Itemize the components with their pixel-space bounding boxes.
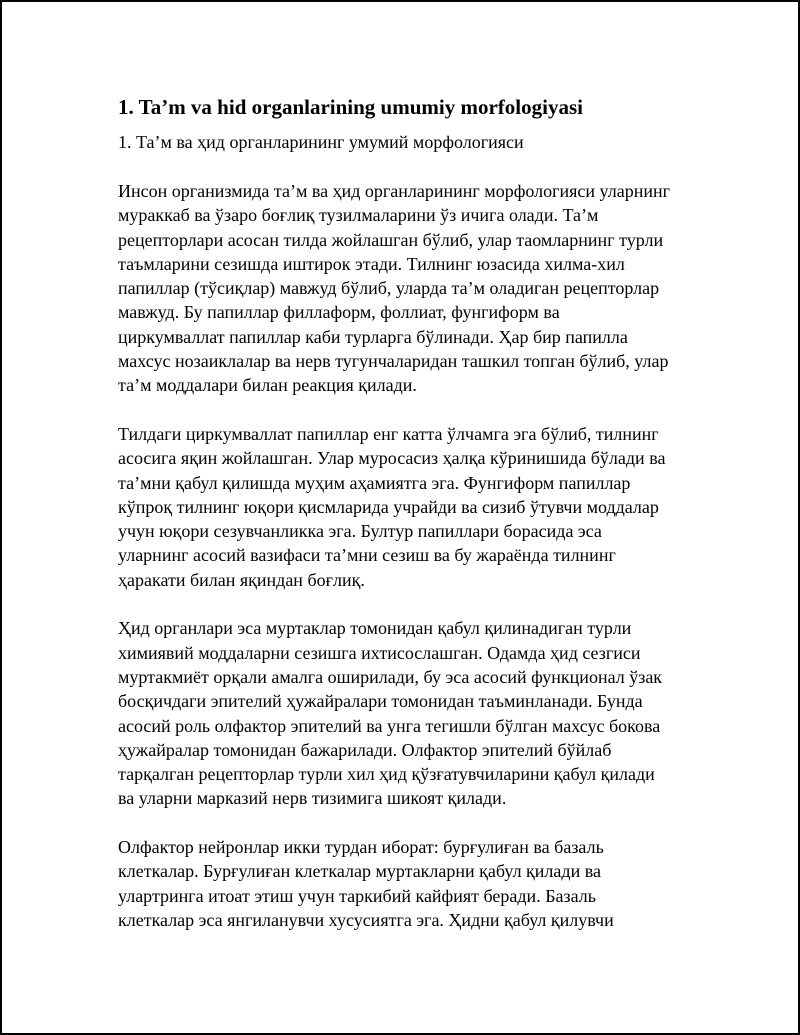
- text-line: асосий роль олфактор эпителий ва унга тегишли бўлган махсус бокова: [118, 715, 661, 736]
- text-line: клеткалар. Бурғулиған клеткалар муртакларни қабул қилади ва: [118, 861, 601, 882]
- text-line: ҳужайралар томонидан бажарилади. Олфактор эпителий бўйлаб: [118, 739, 612, 760]
- text-line: босқичдаги эпителий ҳужайралари томонидан таъминланади. Бунда: [118, 691, 643, 712]
- text-line: улартринга итоат этиш учун таркибий кайфият беради. Базаль: [118, 885, 596, 906]
- text-line: таъмларини сезишда иштирок этади. Тилнинг юзасида хилма-хил: [118, 253, 625, 274]
- text-line: ҳаракати билан яқиндан боғлиқ.: [118, 569, 365, 590]
- text-line: химиявий моддаларни сезишга ихтисослашган. Одамда ҳид сезгиси: [118, 642, 641, 663]
- paragraph-1: [118, 179, 698, 398]
- document-body: [118, 93, 698, 932]
- text-line: ва уларни марказий нерв тизимига шикоят қилади.: [118, 788, 507, 809]
- text-line: Ҳид органлари эса муртаклар томонидан қабул қилинадиган турли: [118, 618, 632, 639]
- text-line: клеткалар эса янгиланувчи хусусиятга эга. Ҳидни қабул қилувчи: [118, 909, 614, 930]
- text-line: мураккаб ва ўзаро боғлиқ тузилмаларини ўз ичига олади. Таʼм: [118, 205, 599, 226]
- text-line: мавжуд. Бу папиллар филлаформ, фоллиат, фунгиформ ва: [118, 302, 560, 323]
- text-line: папиллар (тўсиқлар) мавжуд бўлиб, уларда таʼм оладиган рецепторлар: [118, 278, 660, 299]
- text-line: махсус нозаиклалар ва нерв тугунчаларидан ташкил топган бўлиб, улар: [118, 351, 669, 372]
- document-title: 1. Ta’m va hid organlarining umumiy morfologiyasi: [118, 95, 583, 119]
- text-line: уларнинг асосий вазифаси таʼмни сезиш ва бу жараёнда тилнинг: [118, 545, 616, 566]
- text-line: Олфактор нейронлар икки турдан иборат: бурғулиған ва базаль: [118, 837, 604, 858]
- text-line: муртакмиёт орқали амалга оширилади, бу эса асосий функционал ўзак: [118, 666, 663, 687]
- text-line: рецепторлари асосан тилда жойлашган бўлиб, улар таомларнинг турли: [118, 229, 664, 250]
- text-line: кўпроқ тилнинг юқори қисмларида учрайди ва сизиб ўтувчи моддалар: [118, 496, 659, 517]
- text-line: циркумваллат папиллар каби турларга бўлинади. Ҳар бир папилла: [118, 326, 628, 347]
- text-line: учун юқори сезувчанликка эга. Бултур папиллари борасида эса: [118, 521, 602, 542]
- paragraph-3: [118, 616, 698, 810]
- text-line: Инсон организмида таʼм ва ҳид органларининг морфологияси уларнинг: [118, 181, 670, 201]
- text-line: асосига яқин жойлашган. Улар муросасиз ҳалқа кўринишида бўлади ва: [118, 448, 666, 469]
- text-line: таʼмни қабул қилишда муҳим аҳамиятга эга. Фунгиформ папиллар: [118, 472, 631, 493]
- text-line: таʼм моддалари билан реакция қилади.: [118, 375, 417, 396]
- document-subtitle: 1. Таʼм ва ҳид органларининг умумий морфологияси: [118, 132, 524, 152]
- paragraph-4: [118, 835, 698, 932]
- text-line: Тилдаги циркумваллат папиллар енг катта ўлчамга эга бўлиб, тилнинг: [118, 423, 659, 444]
- text-line: тарқалган рецепторлар турли хил ҳид қўзғатувчиларини қабул қилади: [118, 764, 655, 785]
- paragraph-2: [118, 422, 698, 592]
